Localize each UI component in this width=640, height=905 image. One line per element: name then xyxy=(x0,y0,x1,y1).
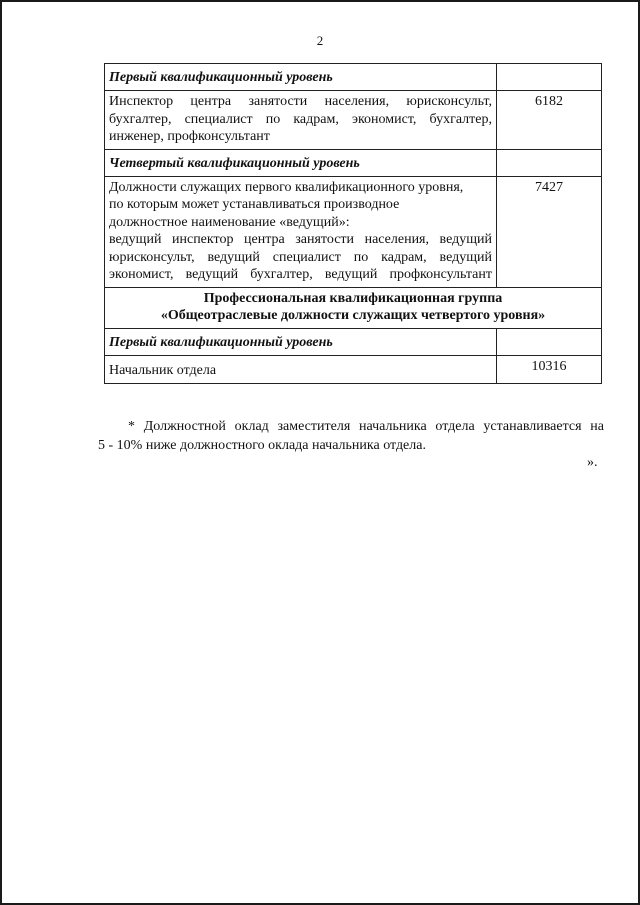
group-title-line: «Общеотраслевые должности служащих четвертого уровня» xyxy=(160,308,546,323)
empty-value-cell xyxy=(497,328,602,355)
empty-value-cell xyxy=(497,64,602,91)
positions-line: Инспектор центра занятости населения, юрисконсульт, xyxy=(109,94,492,109)
group-header-cell xyxy=(105,287,602,328)
group-title-line: Профессиональная квалификационная группа xyxy=(203,290,503,306)
position-name: Начальник отдела xyxy=(109,362,217,378)
footnote xyxy=(98,418,604,456)
empty-value-cell xyxy=(497,149,602,176)
level-heading: Первый квалификационный уровень xyxy=(109,334,333,350)
positions-cell xyxy=(105,91,497,150)
page-number: 2 xyxy=(316,33,324,48)
level-heading: Первый квалификационный уровень xyxy=(109,70,333,85)
level-row-fourth xyxy=(105,149,602,176)
positions-line: должностное наименование «ведущий»: xyxy=(109,214,350,230)
level-row-first xyxy=(105,64,602,91)
footnote-line: * Должностной оклад заместителя начальника отдела устанавливается на xyxy=(128,419,604,434)
level-heading-cell xyxy=(105,64,497,91)
positions-row xyxy=(105,355,602,384)
positions-line: экономист, ведущий бухгалтер, ведущий профконсультант xyxy=(109,267,492,282)
positions-row xyxy=(105,91,602,150)
level-heading-cell xyxy=(105,328,497,355)
positions-cell xyxy=(105,176,497,287)
positions-line: Должности служащих первого квалификационного уровня, xyxy=(109,179,464,195)
group-header-row xyxy=(105,287,602,328)
positions-line: инженер, профконсультант xyxy=(109,129,270,144)
salary-cell: 10316 xyxy=(497,355,602,384)
positions-line: бухгалтер, специалист по кадрам, экономист, бухгалтер, xyxy=(109,111,492,127)
level-heading: Четвертый квалификационный уровень xyxy=(109,155,360,171)
level-row-group-first xyxy=(105,328,602,355)
level-heading-cell xyxy=(105,149,497,176)
positions-line: ведущий инспектор центра занятости населения, ведущий xyxy=(109,232,492,247)
positions-cell xyxy=(105,355,497,384)
positions-line: юрисконсульт, ведущий специалист по кадрам, ведущий xyxy=(109,249,492,265)
positions-line: по которым может устанавливаться производное xyxy=(109,197,400,212)
salary-cell: 7427 xyxy=(497,176,602,287)
salary-table xyxy=(104,63,602,384)
footnote-line: 5 - 10% ниже должностного оклада начальника отдела. xyxy=(98,437,426,453)
closing-quote: ». xyxy=(587,455,598,470)
salary-cell: 6182 xyxy=(497,91,602,150)
positions-row xyxy=(105,176,602,287)
